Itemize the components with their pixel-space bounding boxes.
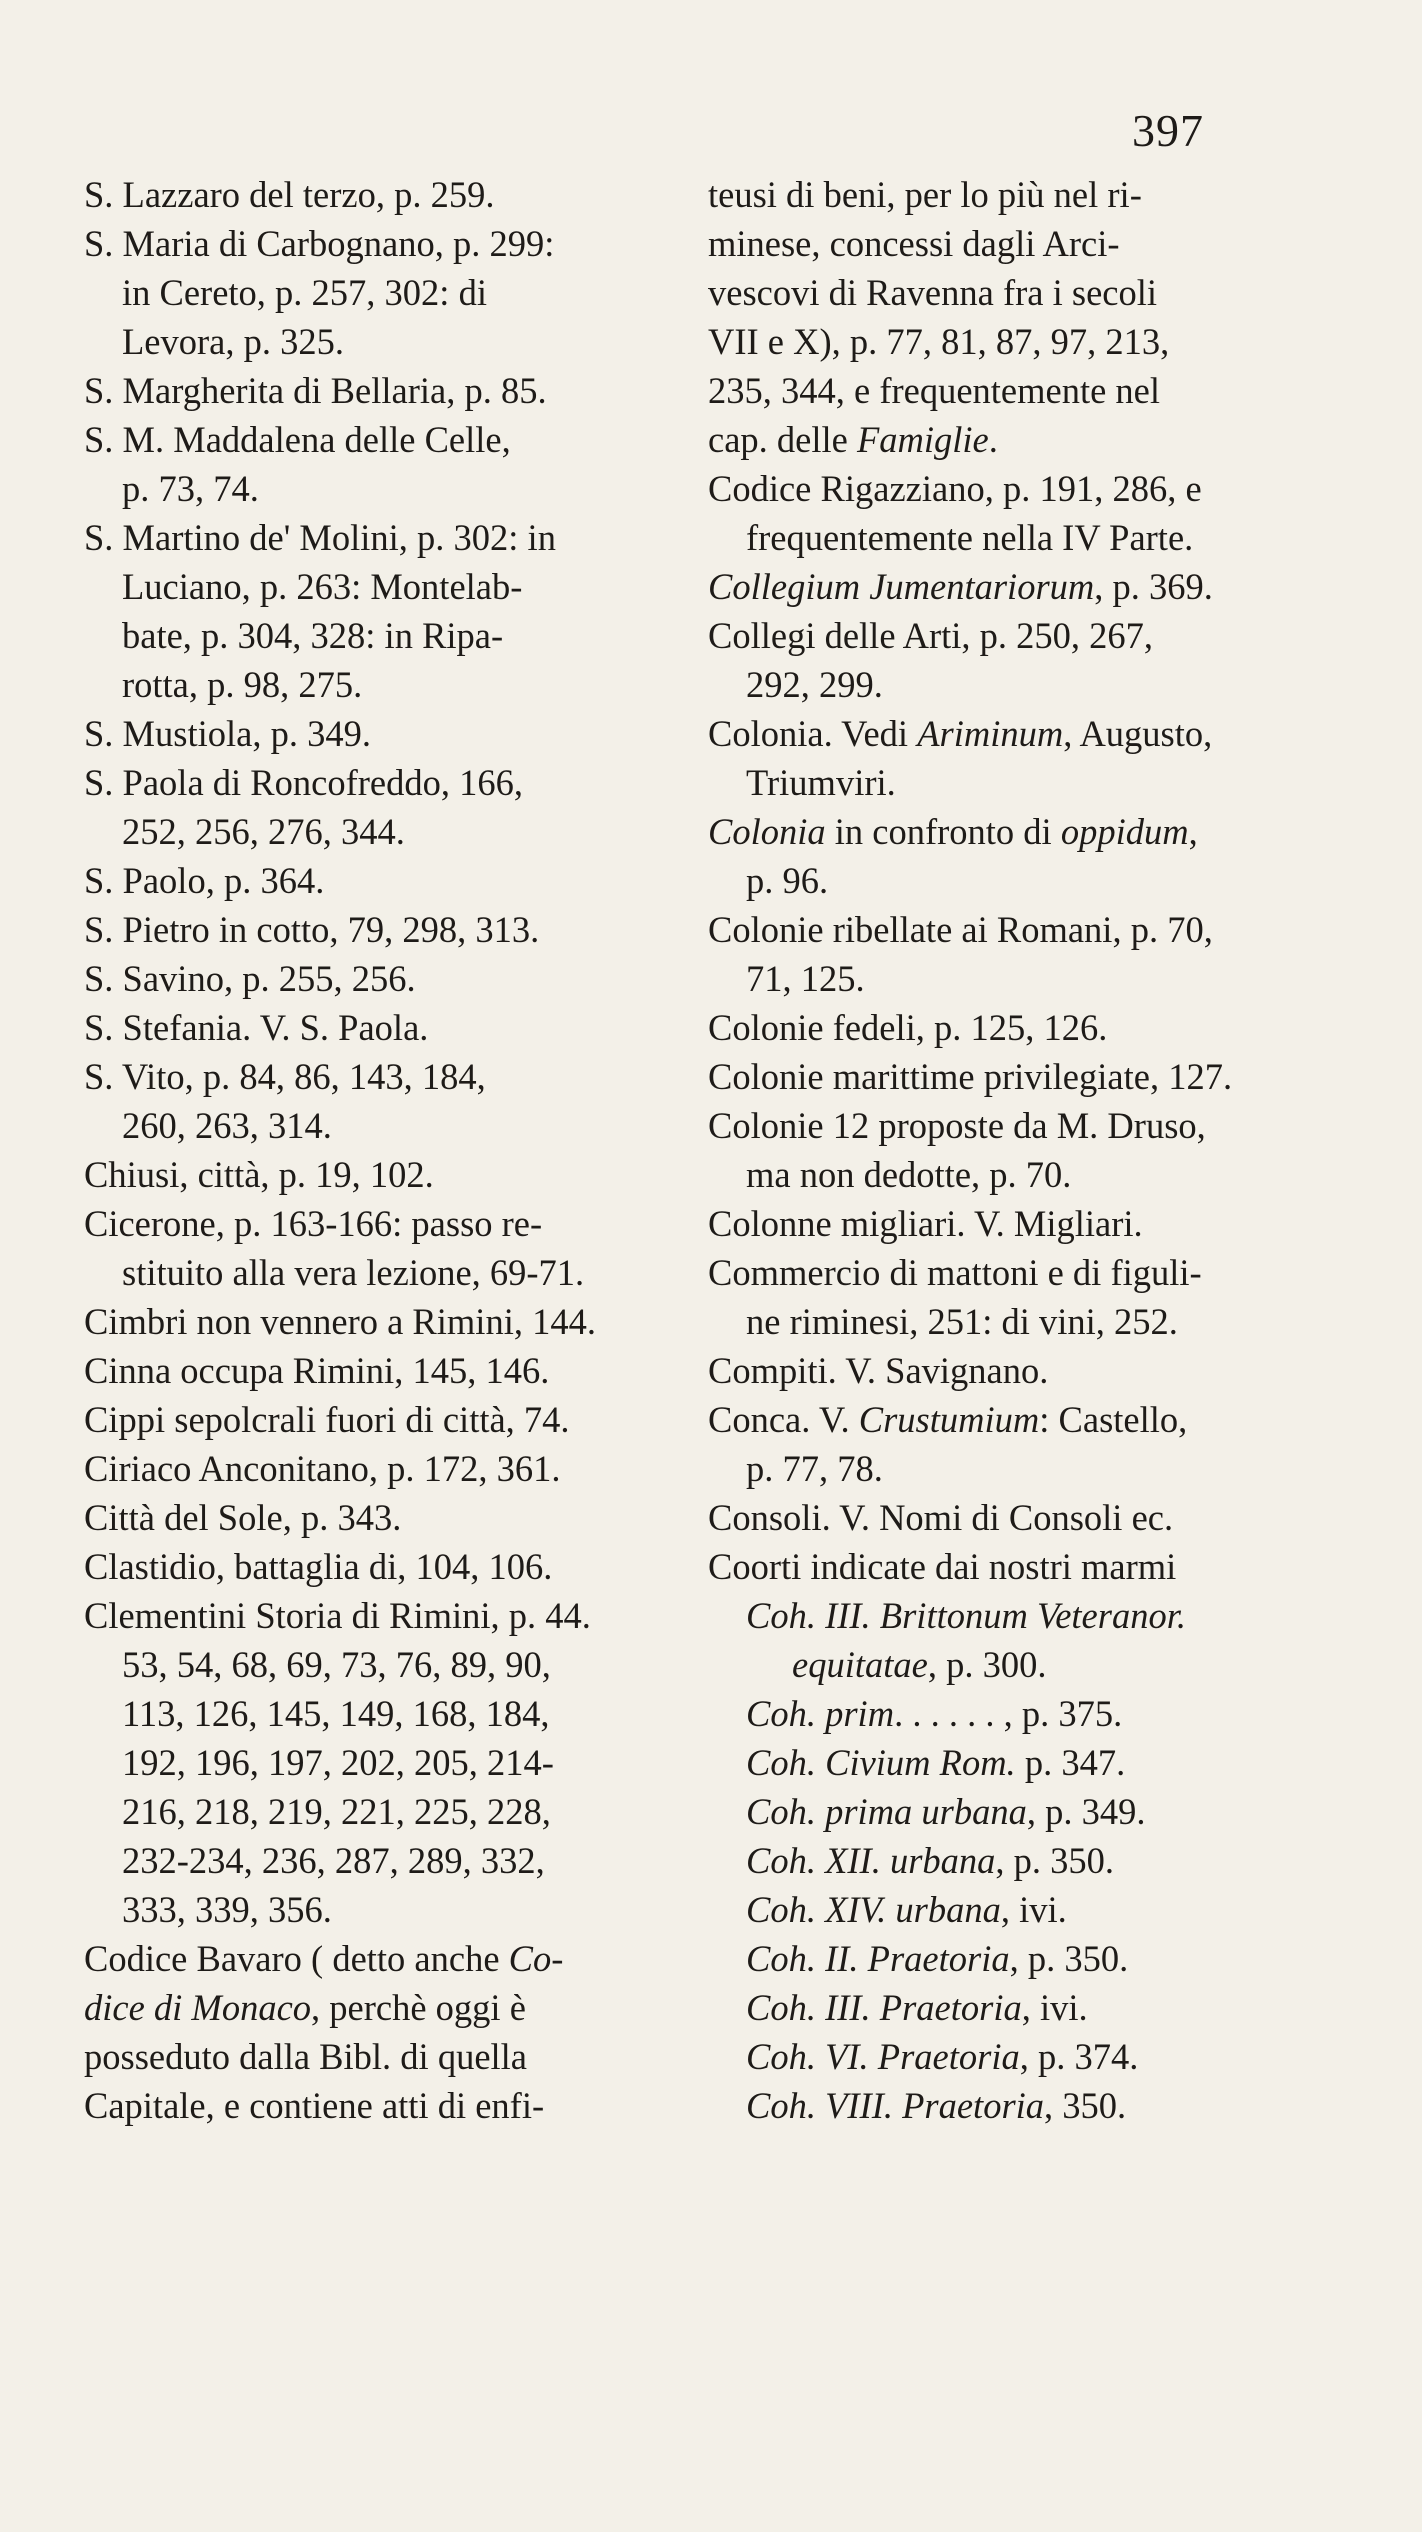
- index-line: Codice Rigazziano, p. 191, 286, e: [708, 468, 1202, 509]
- index-line: 113, 126, 145, 149, 168, 184,: [122, 1693, 550, 1734]
- text-run: Colonia. Vedi: [708, 713, 918, 754]
- italic-text: Coh. XIV. urbana: [746, 1889, 1001, 1930]
- index-line: Cinna occupa Rimini, 145, 146.: [84, 1350, 550, 1391]
- italic-text: Coh. VI. Praetoria: [746, 2036, 1020, 2077]
- index-line: 71, 125.: [746, 958, 865, 999]
- text-run: , Augusto,: [1063, 713, 1213, 754]
- index-line: Luciano, p. 263: Montelab-: [122, 566, 523, 607]
- index-line: Colonie 12 proposte da M. Druso,: [708, 1105, 1206, 1146]
- index-line: [708, 1934, 1348, 1983]
- index-line: frequentemente nella IV Parte.: [746, 517, 1194, 558]
- italic-text: Crustumium: [858, 1399, 1040, 1440]
- index-line: in Cereto, p. 257, 302: di: [122, 272, 487, 313]
- index-column-right: [708, 170, 1348, 2130]
- index-line: [708, 807, 1348, 856]
- index-line: [708, 1983, 1348, 2032]
- index-line: S. Paolo, p. 364.: [84, 860, 325, 901]
- text-run: , 350.: [1044, 2085, 1127, 2126]
- index-line: Cippi sepolcrali fuori di città, 74.: [84, 1399, 570, 1440]
- text-run: , p. 350.: [995, 1840, 1115, 1881]
- index-line: bate, p. 304, 328: in Ripa-: [122, 615, 504, 656]
- index-line: S. Paola di Roncofreddo, 166,: [84, 762, 523, 803]
- italic-text: equitatae: [792, 1644, 928, 1685]
- index-line: Ciriaco Anconitano, p. 172, 361.: [84, 1448, 561, 1489]
- index-line: 260, 263, 314.: [122, 1105, 332, 1146]
- text-run: Codice Bavaro ( detto anche: [84, 1938, 509, 1979]
- index-line: Colonie ribellate ai Romani, p. 70,: [708, 909, 1213, 950]
- index-line: Triumviri.: [746, 762, 896, 803]
- index-line: ma non dedotte, p. 70.: [746, 1154, 1072, 1195]
- index-line: S. Margherita di Bellaria, p. 85.: [84, 370, 547, 411]
- index-line: Consoli. V. Nomi di Consoli ec.: [708, 1497, 1174, 1538]
- italic-text: Coh. III. Brittonum Veteranor.: [746, 1595, 1186, 1636]
- index-line: vescovi di Ravenna fra i secoli: [708, 272, 1157, 313]
- index-line: rotta, p. 98, 275.: [122, 664, 363, 705]
- italic-text: Co-: [508, 1938, 564, 1979]
- index-line: Colonie fedeli, p. 125, 126.: [708, 1007, 1108, 1048]
- index-line: p. 77, 78.: [746, 1448, 883, 1489]
- italic-text: Coh. XII. urbana: [746, 1840, 996, 1881]
- text-run: .: [988, 419, 998, 460]
- italic-text: dice di Monaco: [84, 1987, 312, 2028]
- index-line: ne riminesi, 251: di vini, 252.: [746, 1301, 1178, 1342]
- index-line: 192, 196, 197, 202, 205, 214-: [122, 1742, 554, 1783]
- index-line: p. 73, 74.: [122, 468, 259, 509]
- italic-text: Collegium Jumentariorum: [708, 566, 1095, 607]
- index-line: [708, 2032, 1348, 2081]
- index-line: 235, 344, e frequentemente nel: [708, 370, 1161, 411]
- italic-text: Coh. II. Praetoria: [746, 1938, 1010, 1979]
- index-line: Cimbri non vennero a Rimini, 144.: [84, 1301, 596, 1342]
- index-line: Clastidio, battaglia di, 104, 106.: [84, 1546, 553, 1587]
- index-line: 53, 54, 68, 69, 73, 76, 89, 90,: [122, 1644, 551, 1685]
- index-line: Clementini Storia di Rimini, p. 44.: [84, 1595, 591, 1636]
- index-line: Colonie marittime privilegiate, 127.: [708, 1056, 1233, 1097]
- index-line: [708, 1885, 1348, 1934]
- index-line: [84, 1934, 674, 1983]
- italic-text: Coh. Civium Rom.: [746, 1742, 1016, 1783]
- italic-text: Coh. prim: [746, 1693, 895, 1734]
- italic-text: Coh. III. Praetoria: [746, 1987, 1022, 2028]
- index-line: [708, 1738, 1348, 1787]
- index-line: S. Maria di Carbognano, p. 299:: [84, 223, 555, 264]
- index-line: [708, 1787, 1348, 1836]
- index-line: [84, 1983, 674, 2032]
- index-line: Coorti indicate dai nostri marmi: [708, 1546, 1177, 1587]
- text-run: : Castello,: [1039, 1399, 1188, 1440]
- index-line: S. Savino, p. 255, 256.: [84, 958, 416, 999]
- text-run: Conca. V.: [708, 1399, 859, 1440]
- italic-text: Colonia: [708, 811, 826, 852]
- index-line: [708, 562, 1348, 611]
- index-line: p. 96.: [746, 860, 829, 901]
- index-line: S. M. Maddalena delle Celle,: [84, 419, 511, 460]
- index-line: [708, 2081, 1348, 2130]
- index-line: [708, 1689, 1348, 1738]
- text-run: . . . . . . , p. 375.: [894, 1693, 1123, 1734]
- index-line: S. Vito, p. 84, 86, 143, 184,: [84, 1056, 486, 1097]
- index-line: Levora, p. 325.: [122, 321, 344, 362]
- index-line: Commercio di mattoni e di figuli-: [708, 1252, 1202, 1293]
- index-line: [708, 709, 1348, 758]
- index-line: S. Pietro in cotto, 79, 298, 313.: [84, 909, 540, 950]
- text-run: , p. 369.: [1094, 566, 1213, 607]
- index-line: Cicerone, p. 163-166: passo re-: [84, 1203, 543, 1244]
- index-line: VII e X), p. 77, 81, 87, 97, 213,: [708, 321, 1170, 362]
- text-run: , p. 349.: [1026, 1791, 1146, 1832]
- index-column-left: [84, 170, 674, 2130]
- index-line: S. Martino de' Molini, p. 302: in: [84, 517, 556, 558]
- index-line: [708, 1395, 1348, 1444]
- text-run: p. 347.: [1015, 1742, 1126, 1783]
- text-run: , p. 350.: [1009, 1938, 1129, 1979]
- index-line: S. Lazzaro del terzo, p. 259.: [84, 174, 495, 215]
- index-line: 333, 339, 356.: [122, 1889, 332, 1930]
- index-line: [708, 1836, 1348, 1885]
- italic-text: Coh. prima urbana: [746, 1791, 1027, 1832]
- index-line: 232-234, 236, 287, 289, 332,: [122, 1840, 545, 1881]
- index-line: posseduto dalla Bibl. di quella: [84, 2036, 528, 2077]
- index-line: teusi di beni, per lo più nel ri-: [708, 174, 1142, 215]
- text-run: , p. 374.: [1019, 2036, 1139, 2077]
- italic-text: Coh. VIII. Praetoria: [746, 2085, 1045, 2126]
- text-run: , perchè oggi è: [311, 1987, 526, 2028]
- index-line: Città del Sole, p. 343.: [84, 1497, 402, 1538]
- index-line: [708, 1591, 1348, 1640]
- index-line: S. Stefania. V. S. Paola.: [84, 1007, 429, 1048]
- page-number: 397: [1132, 105, 1204, 156]
- italic-text: oppidum: [1060, 811, 1189, 852]
- index-line: 216, 218, 219, 221, 225, 228,: [122, 1791, 551, 1832]
- italic-text: Famiglie: [856, 419, 989, 460]
- italic-text: Ariminum: [917, 713, 1064, 754]
- index-line: S. Mustiola, p. 349.: [84, 713, 371, 754]
- index-line: Capitale, e contiene atti di enfi-: [84, 2085, 545, 2126]
- index-line: 252, 256, 276, 344.: [122, 811, 405, 852]
- index-line: Collegi delle Arti, p. 250, 267,: [708, 615, 1154, 656]
- index-line: [708, 1640, 1348, 1689]
- text-run: cap. delle: [708, 419, 857, 460]
- text-run: ,: [1188, 811, 1198, 852]
- index-line: Compiti. V. Savignano.: [708, 1350, 1049, 1391]
- index-line: stituito alla vera lezione, 69-71.: [122, 1252, 585, 1293]
- text-run: , ivi.: [1000, 1889, 1067, 1930]
- text-run: , ivi.: [1021, 1987, 1088, 2028]
- index-line: 292, 299.: [746, 664, 883, 705]
- index-line: Colonne migliari. V. Migliari.: [708, 1203, 1143, 1244]
- text-run: , p. 300.: [927, 1644, 1047, 1685]
- index-line: Chiusi, città, p. 19, 102.: [84, 1154, 434, 1195]
- index-line: minese, concessi dagli Arci-: [708, 223, 1120, 264]
- index-line: [708, 415, 1348, 464]
- text-run: in confronto di: [825, 811, 1061, 852]
